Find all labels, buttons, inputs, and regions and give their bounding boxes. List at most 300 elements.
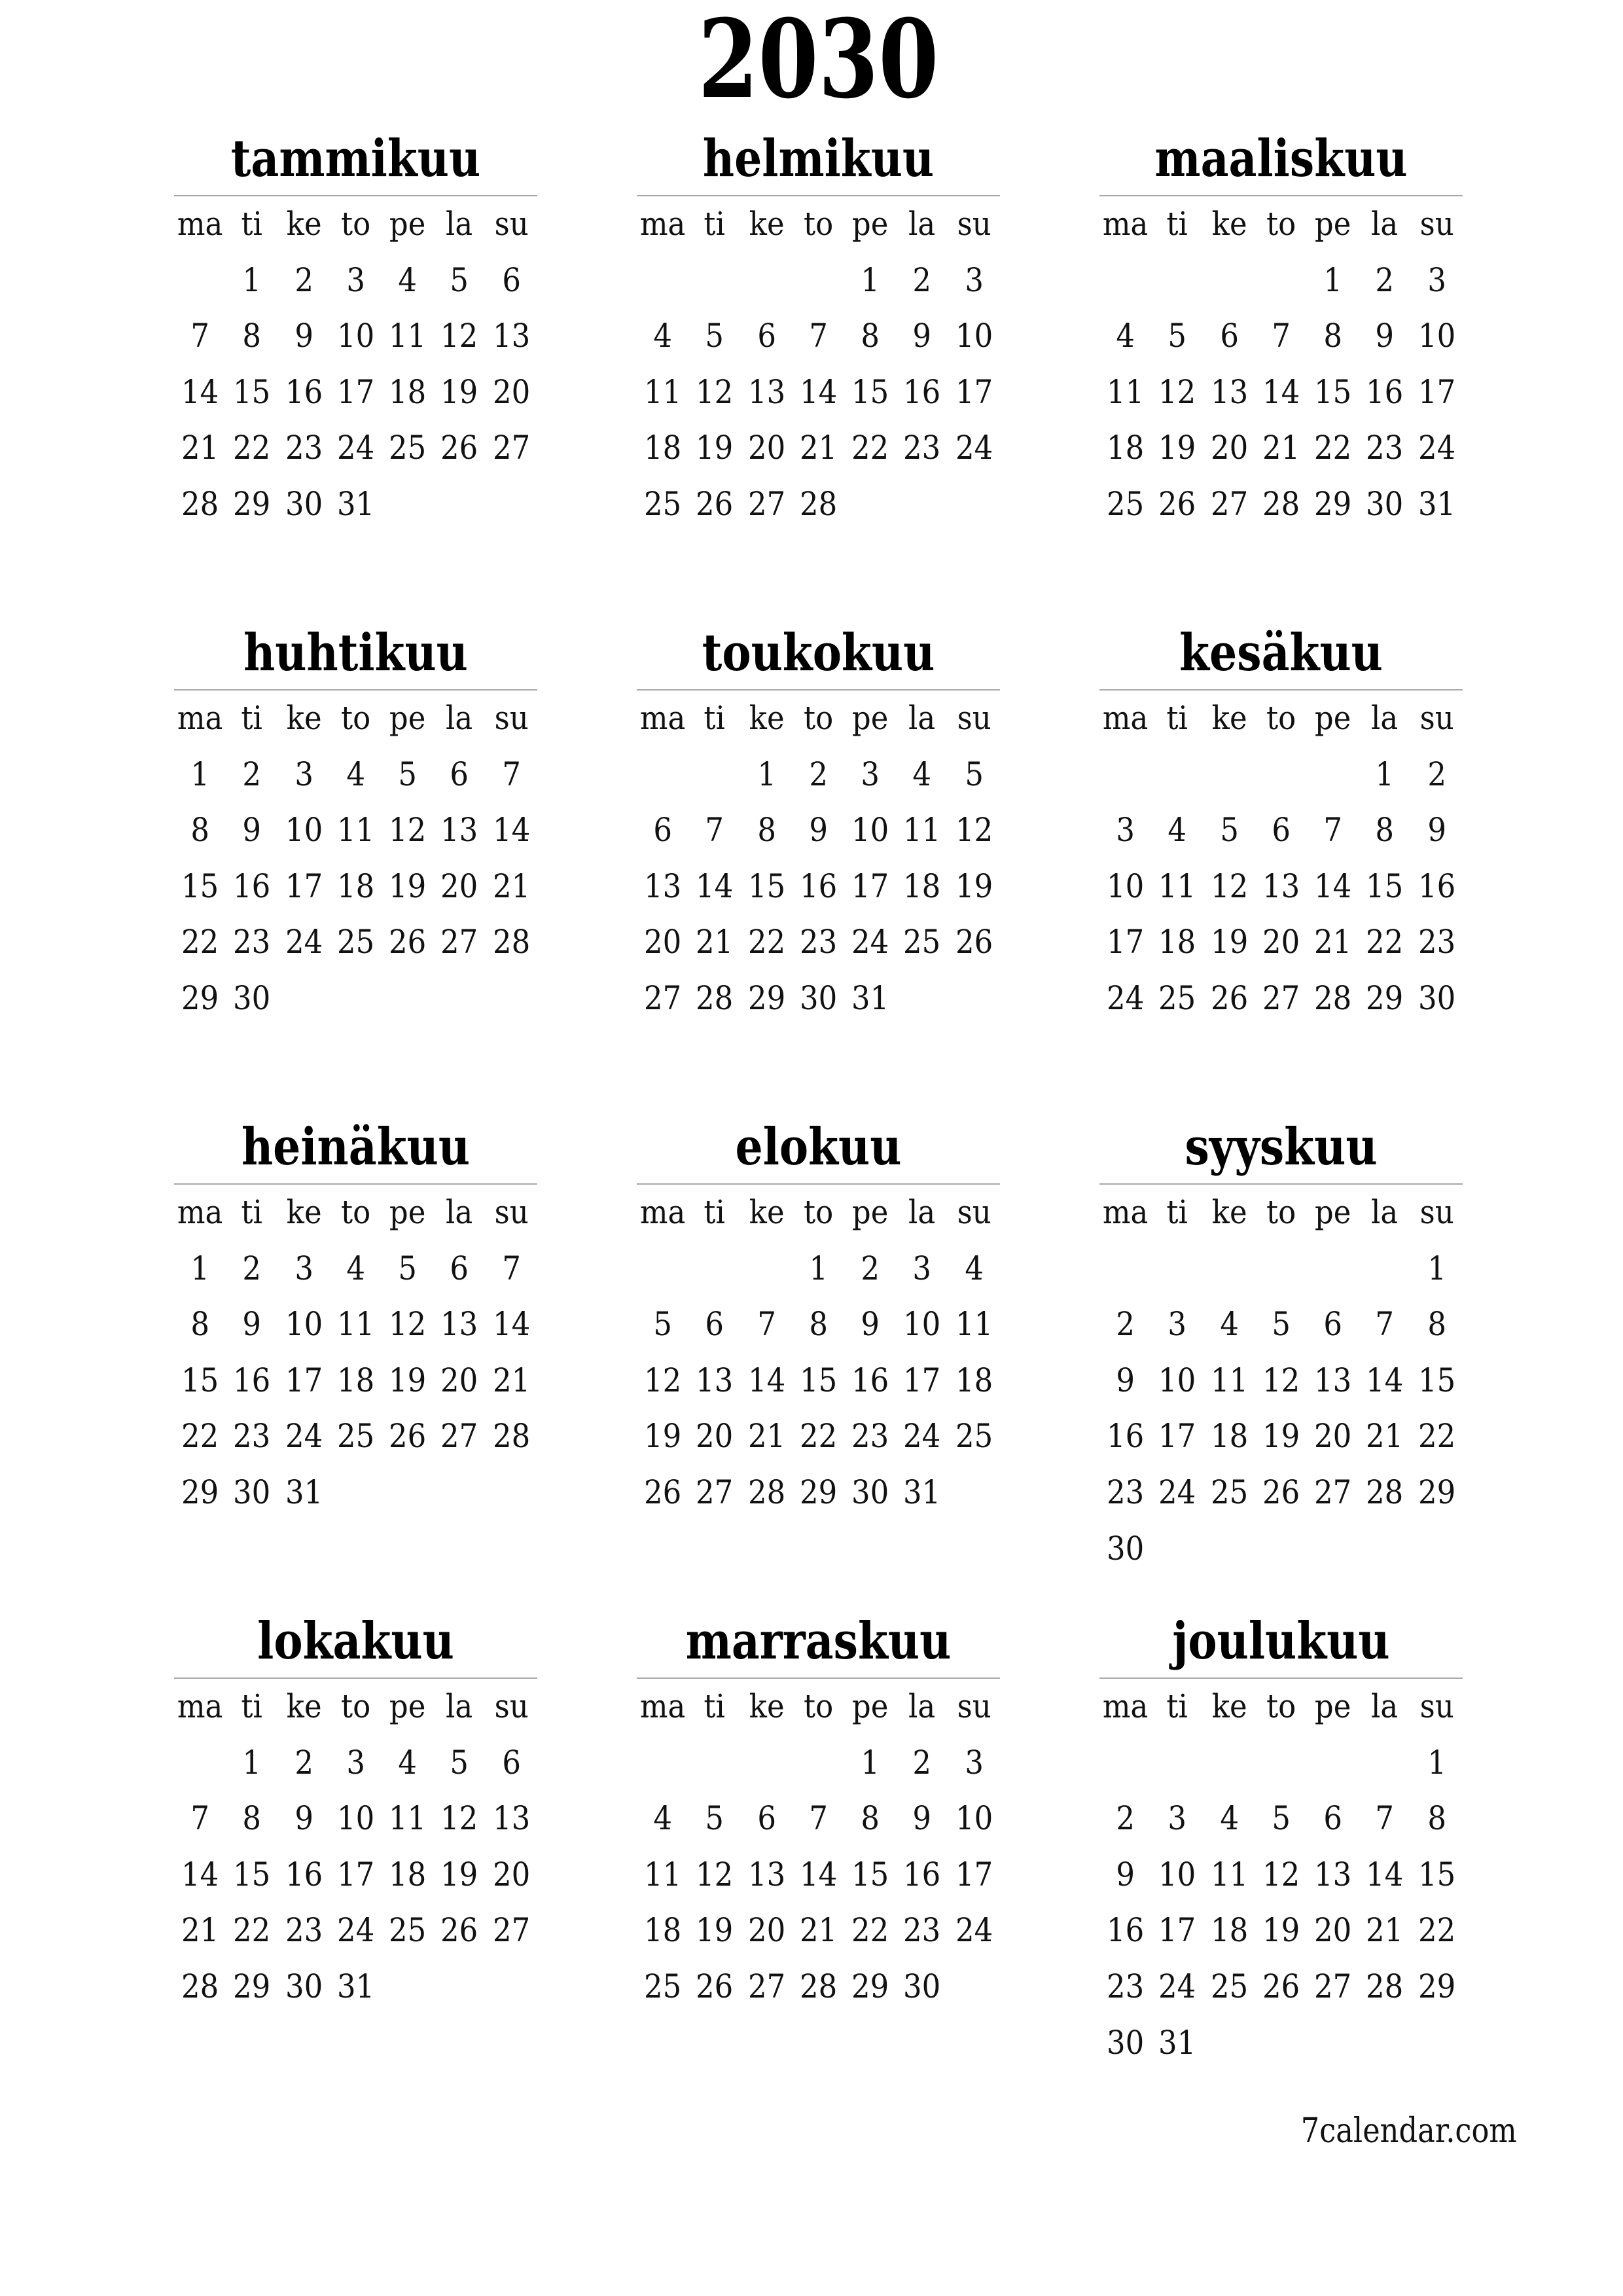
day-cell: 17 [285,1361,323,1399]
day-cell [691,253,738,309]
day-cell [1206,1241,1253,1297]
day-cell: 16 [285,372,323,411]
day-cell: 30 [799,978,838,1017]
day-cell: 20 [747,429,785,467]
week-row [637,1847,1000,1903]
day-cell: 21 [747,1417,785,1456]
day-cell [639,1735,686,1791]
day-cell: 26 [440,1911,478,1950]
day-cell: 20 [1210,429,1248,467]
day-cell: 14 [1314,867,1352,905]
day-cell: 11 [903,811,941,850]
day-cell: 10 [955,317,993,355]
week-row [174,1408,537,1465]
day-cell: 7 [190,317,209,355]
month-name: maaliskuu [1154,129,1408,188]
week-row [637,802,1000,859]
day-cell: 29 [851,1967,889,2005]
day-cell: 29 [233,484,271,523]
weekday-header-row [1099,1185,1463,1241]
day-cell: 28 [696,978,734,1017]
week-row [637,1735,1000,1791]
weekday-label: ke [1211,205,1247,243]
weekday-label: pe [852,1687,889,1725]
month-block [174,1605,537,2100]
day-cell: 26 [955,923,993,961]
weekday-label: ke [1211,1687,1247,1725]
day-cell: 30 [903,1967,941,2005]
day-cell: 22 [181,923,219,961]
day-cell: 24 [1158,1967,1196,2005]
weekday-label: la [446,699,473,737]
day-cell: 17 [1158,1911,1196,1950]
day-cell: 11 [955,1305,993,1344]
day-cell: 8 [861,317,880,355]
day-cell: 16 [285,1855,323,1893]
weekday-label: ti [704,1687,726,1725]
month-name: huhtikuu [243,623,468,683]
day-cell: 20 [1314,1911,1352,1950]
weekday-label: su [957,1193,991,1231]
day-cell [1154,253,1200,309]
day-cell: 28 [799,484,838,523]
day-cell: 31 [1418,484,1455,523]
day-cell: 8 [757,811,776,850]
day-cell: 8 [190,1305,209,1344]
day-cell: 4 [346,755,365,793]
day-cell: 10 [903,1305,941,1344]
day-cell: 3 [294,1249,313,1287]
weekday-label: la [908,699,936,737]
day-cell: 15 [181,1361,219,1399]
month-block [1099,1605,1463,2100]
day-cell: 25 [1158,978,1196,1017]
day-cell: 4 [1116,317,1135,355]
week-row [174,1847,537,1903]
weekday-label: su [957,1687,991,1725]
day-cell: 30 [233,978,271,1017]
day-cell: 19 [1158,429,1196,467]
day-cell: 4 [1168,811,1187,850]
weekday-label: su [1419,1193,1454,1231]
day-cell [1258,747,1304,803]
day-cell: 27 [492,429,530,467]
weekday-label: la [1371,205,1399,243]
day-cell: 6 [1272,811,1291,850]
day-cell: 27 [747,1967,785,2005]
day-cell: 1 [190,1249,209,1287]
day-cell: 29 [233,1967,271,2005]
weekday-label: ti [1166,1193,1188,1231]
week-row [1099,1735,1463,1791]
day-cell: 14 [1366,1361,1404,1399]
day-cell: 14 [181,1855,219,1893]
day-cell: 14 [492,1305,530,1344]
day-cell: 31 [336,484,375,523]
day-cell: 2 [912,260,932,299]
day-cell: 8 [190,811,209,850]
weekday-label: la [446,1193,473,1231]
day-cell: 24 [336,429,375,467]
day-cell: 4 [965,1249,984,1287]
day-cell [1258,1735,1304,1791]
week-row [637,1791,1000,1847]
day-cell: 17 [903,1361,941,1399]
weekday-header-row [1099,196,1463,253]
day-cell: 22 [799,1417,838,1456]
day-cell: 1 [809,1249,828,1287]
day-cell: 20 [1262,923,1300,961]
weekday-label: ke [1211,699,1247,737]
day-cell: 18 [389,1855,427,1893]
weekday-label: la [1371,1687,1399,1725]
weekday-label: su [494,205,529,243]
day-cell: 23 [1107,1473,1145,1511]
day-cell: 21 [181,1911,219,1950]
day-cell: 13 [440,1305,478,1344]
weekday-label: ti [704,205,726,243]
day-cell: 13 [492,317,530,355]
day-cell: 1 [1375,755,1395,793]
weekday-label: ke [749,1193,785,1231]
day-cell: 31 [903,1473,941,1511]
day-cell: 9 [1116,1361,1135,1399]
day-cell: 25 [644,1967,682,2005]
week-row [637,859,1000,915]
day-cell: 4 [653,1799,672,1838]
day-cell: 11 [1158,867,1196,905]
day-cell: 14 [1262,372,1300,411]
day-cell [795,1735,842,1791]
day-cell [1310,1241,1356,1297]
day-cell: 2 [1427,755,1446,793]
day-cell: 29 [1418,1473,1455,1511]
day-cell: 28 [1366,1473,1404,1511]
day-cell: 18 [1210,1417,1248,1456]
day-cell: 18 [1107,429,1145,467]
day-cell: 21 [1314,923,1352,961]
day-cell [1310,1735,1356,1791]
weekday-label: su [494,1193,529,1231]
week-row [174,1241,537,1297]
day-cell: 28 [1366,1967,1404,2005]
day-cell: 20 [440,867,478,905]
day-cell: 16 [799,867,838,905]
day-cell: 26 [1158,484,1196,523]
day-cell [1102,1241,1149,1297]
day-cell: 16 [851,1361,889,1399]
day-cell: 7 [502,755,521,793]
day-cell: 28 [1262,484,1300,523]
week-row [174,747,537,803]
weekday-label: ti [704,699,726,737]
month-name: syyskuu [1185,1117,1378,1177]
day-cell: 31 [285,1473,323,1511]
day-cell: 27 [1314,1473,1352,1511]
weekday-label: to [1266,699,1296,737]
weekday-label: su [494,699,529,737]
day-cell: 22 [1418,1417,1455,1456]
day-cell: 15 [1418,1361,1455,1399]
day-cell: 6 [450,1249,469,1287]
weekday-label: ma [639,699,686,737]
day-cell [743,253,790,309]
weekday-label: to [340,1193,371,1231]
day-cell [639,747,686,803]
week-row [174,914,537,971]
day-cell: 5 [450,1743,469,1782]
day-cell [691,1241,738,1297]
day-cell: 19 [389,1361,427,1399]
month-name: marraskuu [685,1611,952,1671]
weekday-header-row [637,691,1000,747]
weekday-header-row [174,1679,537,1735]
day-cell: 4 [398,260,418,299]
day-cell [1154,1735,1200,1791]
day-cell: 2 [242,1249,262,1287]
day-cell: 30 [285,1967,323,2005]
week-row [1099,1959,1463,2015]
day-cell: 29 [181,978,219,1017]
week-row [1099,747,1463,803]
day-cell: 7 [809,317,828,355]
day-cell: 1 [190,755,209,793]
day-cell: 12 [1262,1855,1300,1893]
weekday-header-row [1099,691,1463,747]
day-cell: 23 [851,1417,889,1456]
day-cell: 1 [861,260,880,299]
day-cell: 25 [1107,484,1145,523]
week-row [637,1241,1000,1297]
day-cell: 24 [285,1417,323,1456]
weekday-label: su [1419,1687,1454,1725]
day-cell: 3 [346,1743,365,1782]
week-row [174,1297,537,1353]
weekday-label: ma [177,1687,223,1725]
month-name: lokakuu [257,1611,454,1671]
day-cell: 2 [1116,1305,1135,1344]
day-cell: 22 [233,1911,271,1950]
weekday-label: to [1266,205,1296,243]
day-cell: 1 [242,1743,262,1782]
week-row [1099,253,1463,309]
day-cell: 26 [1262,1473,1300,1511]
weekday-label: ti [1166,205,1188,243]
weekday-label: to [340,699,371,737]
week-row [1099,1903,1463,1959]
day-cell: 27 [1314,1967,1352,2005]
month-name: elokuu [735,1117,902,1177]
day-cell: 23 [903,429,941,467]
day-cell: 6 [1323,1799,1343,1838]
week-row [637,1903,1000,1959]
day-cell: 2 [809,755,828,793]
weekday-label: ke [286,699,322,737]
day-cell: 12 [440,1799,478,1838]
day-cell: 15 [747,867,785,905]
day-cell: 29 [1366,978,1404,1017]
day-cell: 22 [851,1911,889,1950]
day-cell: 8 [1323,317,1343,355]
day-cell: 14 [1366,1855,1404,1893]
day-cell: 8 [861,1799,880,1838]
day-cell: 10 [1158,1361,1196,1399]
day-cell: 25 [955,1417,993,1456]
day-cell: 27 [1210,484,1248,523]
weekday-label: to [1266,1687,1296,1725]
day-cell: 9 [912,1799,932,1838]
day-cell: 17 [1158,1417,1196,1456]
weekday-label: ke [286,1687,322,1725]
month-name: joulukuu [1172,1611,1390,1671]
day-cell: 14 [492,811,530,850]
day-cell: 5 [1168,317,1187,355]
day-cell [1102,747,1149,803]
day-cell: 12 [955,811,993,850]
day-cell: 8 [1375,811,1395,850]
week-row [174,420,537,476]
weekday-label: pe [1315,1687,1351,1725]
day-cell: 24 [955,429,993,467]
day-cell: 17 [1107,923,1145,961]
day-cell: 24 [903,1417,941,1456]
day-cell: 4 [912,755,932,793]
day-cell: 14 [799,372,838,411]
weekday-label: pe [1315,1193,1351,1231]
weekday-label: pe [389,699,426,737]
day-cell: 14 [181,372,219,411]
day-cell: 27 [696,1473,734,1511]
day-cell: 2 [861,1249,880,1287]
day-cell: 26 [696,1967,734,2005]
weekday-label: ke [749,699,785,737]
day-cell: 25 [1210,1967,1248,2005]
day-cell [1361,1735,1408,1791]
day-cell: 23 [1418,923,1455,961]
weekday-label: pe [852,1193,889,1231]
day-cell: 23 [233,1417,271,1456]
weekday-label: su [957,699,991,737]
day-cell: 4 [653,317,672,355]
day-cell: 27 [747,484,785,523]
weekday-label: ma [639,1687,686,1725]
day-cell [1206,1735,1253,1791]
day-cell: 19 [1262,1911,1300,1950]
week-row [1099,1791,1463,1847]
day-cell: 15 [1314,372,1352,411]
week-row [174,476,537,533]
day-cell: 2 [242,755,262,793]
day-cell: 13 [747,1855,785,1893]
day-cell: 6 [1323,1305,1343,1344]
day-cell: 5 [1219,811,1239,850]
day-cell: 21 [696,923,734,961]
day-cell: 2 [294,260,313,299]
day-cell: 3 [1427,260,1446,299]
day-cell [1102,1735,1149,1791]
day-cell: 3 [861,755,880,793]
day-cell: 19 [696,429,734,467]
weekday-label: ma [1102,1687,1149,1725]
day-cell: 25 [903,923,941,961]
day-cell: 11 [644,372,682,411]
weekday-label: ma [1102,1193,1149,1231]
day-cell: 20 [492,372,530,411]
day-cell [743,1241,790,1297]
day-cell: 20 [492,1855,530,1893]
day-cell [1206,253,1253,309]
day-cell: 22 [747,923,785,961]
day-cell: 11 [389,1799,427,1838]
day-cell: 13 [644,867,682,905]
weekday-header-row [174,1185,537,1241]
weekday-label: la [446,205,473,243]
month-block [174,617,537,1111]
day-cell: 11 [1107,372,1145,411]
day-cell: 21 [799,429,838,467]
weekday-label: la [446,1687,473,1725]
week-row [637,1959,1000,2015]
day-cell: 19 [440,1855,478,1893]
day-cell: 15 [181,867,219,905]
week-row [637,747,1000,803]
day-cell: 30 [285,484,323,523]
day-cell: 13 [1262,867,1300,905]
day-cell: 7 [705,811,724,850]
day-cell: 2 [1375,260,1395,299]
day-cell: 8 [809,1305,828,1344]
week-row [1099,476,1463,533]
day-cell: 10 [336,317,375,355]
day-cell: 28 [492,923,530,961]
week-row [174,971,537,1027]
day-cell: 5 [653,1305,672,1344]
day-cell: 1 [861,1743,880,1782]
day-cell: 17 [336,372,375,411]
weekday-label: to [803,1193,834,1231]
day-cell: 21 [492,1361,530,1399]
day-cell: 15 [1366,867,1404,905]
day-cell: 6 [1219,317,1239,355]
week-row [637,971,1000,1027]
day-cell: 11 [644,1855,682,1893]
day-cell: 5 [450,260,469,299]
week-row [1099,1353,1463,1409]
weekday-label: ke [286,205,322,243]
weekday-header-row [174,196,537,253]
day-cell: 2 [912,1743,932,1782]
weekday-label: pe [389,1193,426,1231]
day-cell: 3 [1168,1305,1187,1344]
month-name: tammikuu [230,129,481,188]
day-cell: 28 [181,1967,219,2005]
day-cell: 29 [799,1473,838,1511]
day-cell: 28 [1314,978,1352,1017]
day-cell: 19 [1210,923,1248,961]
day-cell: 1 [1427,1249,1446,1287]
week-row [637,308,1000,365]
month-block [174,1111,537,1605]
weekday-header-row [637,196,1000,253]
week-row [637,365,1000,421]
weekday-label: la [1371,1193,1399,1231]
day-cell: 23 [285,429,323,467]
day-cell: 11 [1210,1855,1248,1893]
day-cell: 7 [1375,1799,1395,1838]
day-cell: 20 [440,1361,478,1399]
day-cell: 2 [294,1743,313,1782]
week-row [637,1465,1000,1521]
